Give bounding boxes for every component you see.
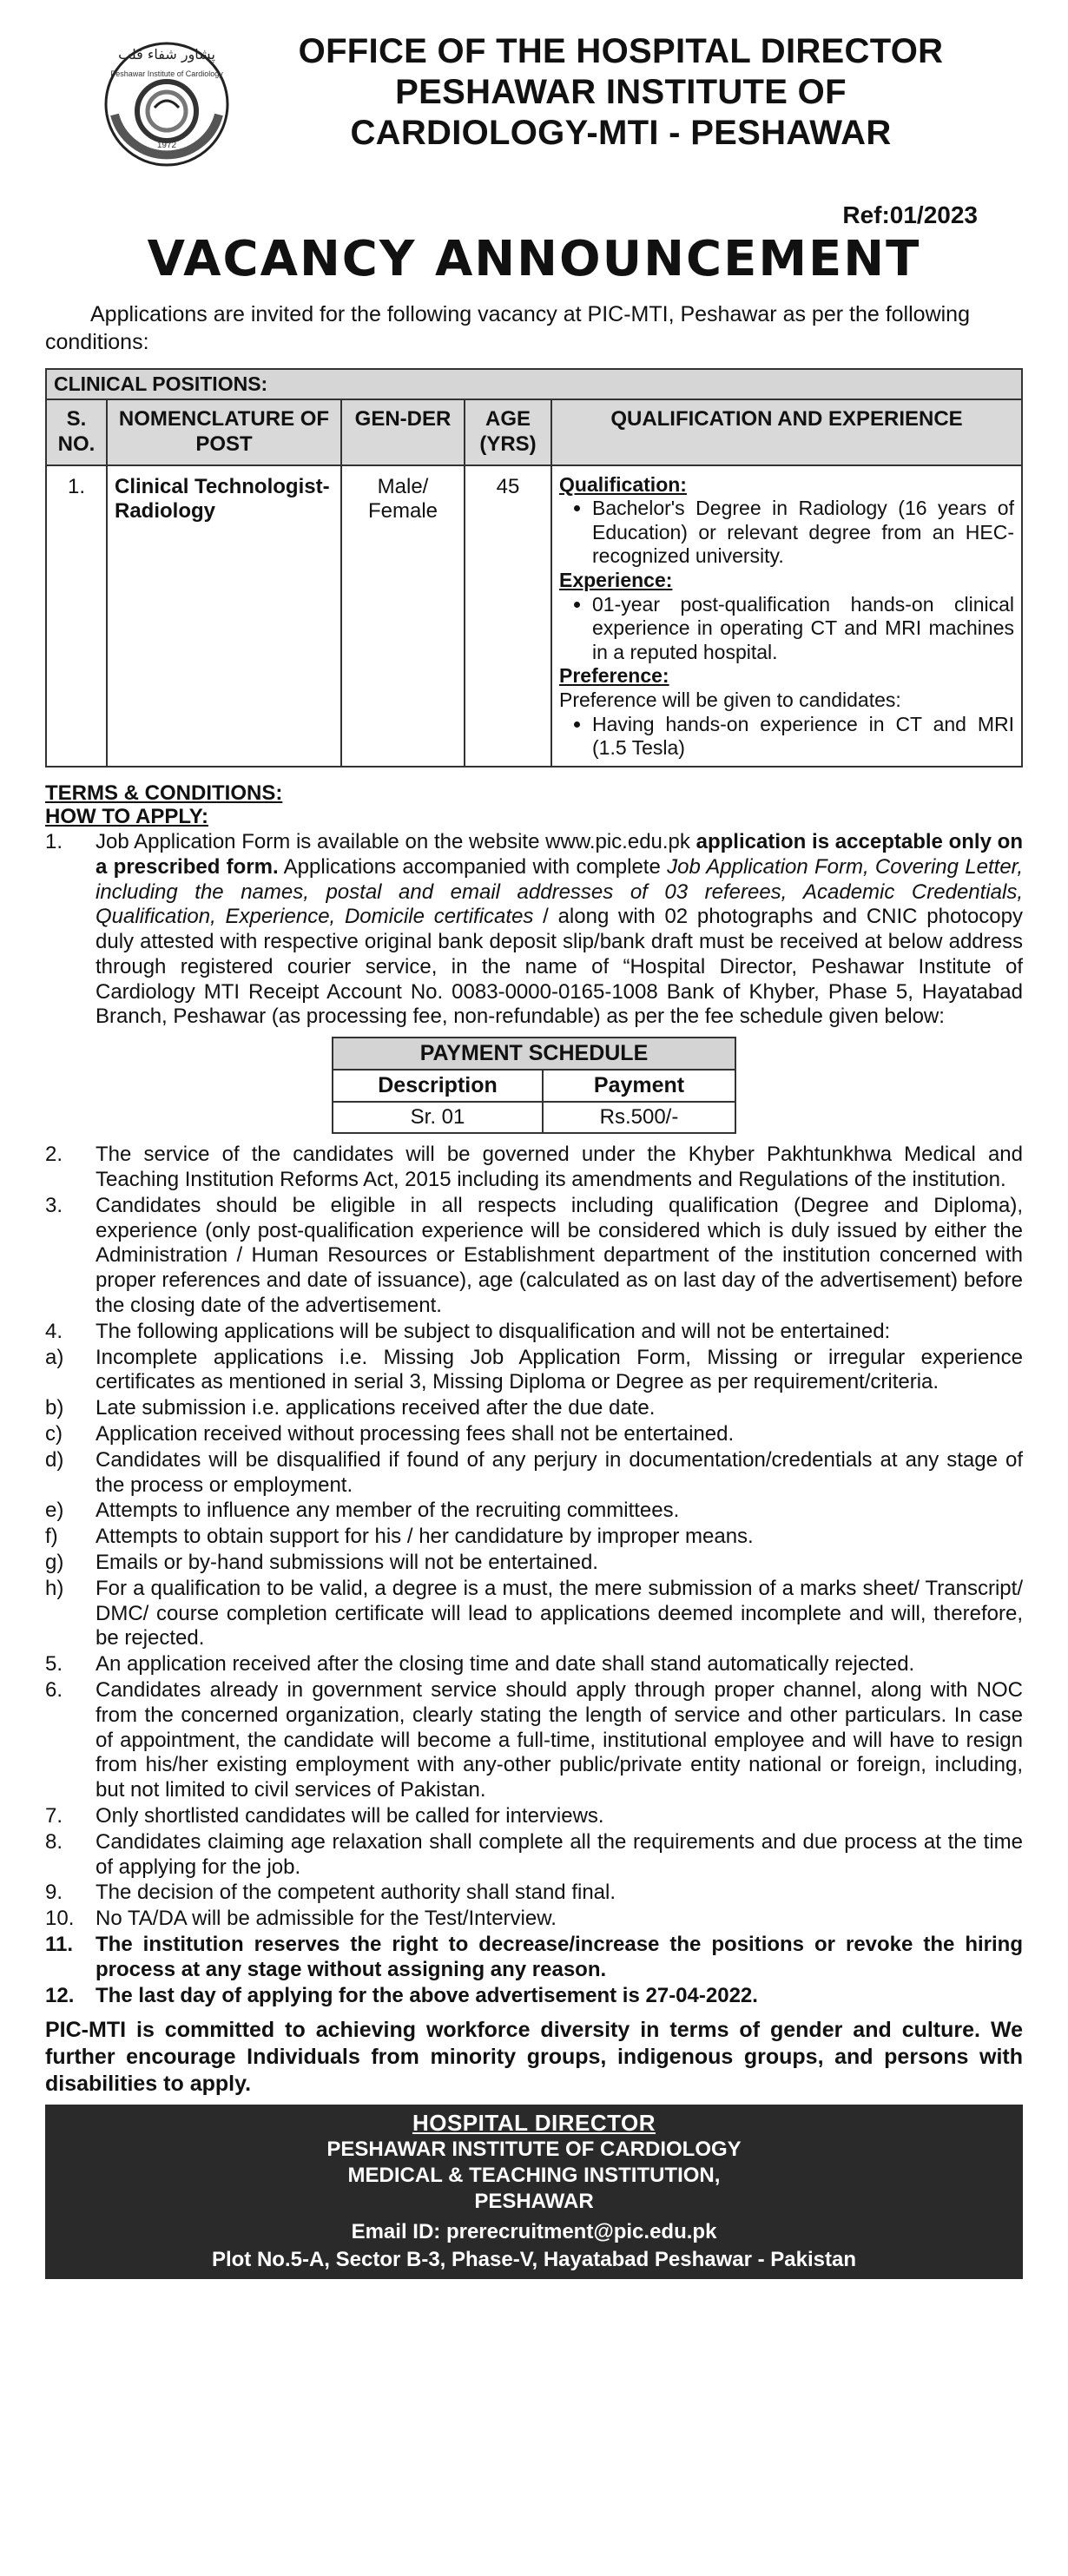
clause-number: 8. [45,1829,63,1854]
col-post: NOMENCLATURE OF POST [107,399,341,465]
clause-text: Application received without processing fees shall not be entertained. [96,1422,735,1446]
row-sno: 1. [46,465,107,767]
heading-line-1: OFFICE OF THE HOSPITAL DIRECTOR [298,32,944,70]
clause-5 [45,1652,1023,1677]
col-gender: GEN-DER [341,399,465,465]
col-age: AGE (YRS) [465,399,551,465]
payment-title: PAYMENT SCHEDULE [333,1038,735,1070]
clause-text: The service of the candidates will be governed under the Khyber Pakhtunkhwa Medical and Teaching Institution Reforms Act, 2015 including its amendments and Regulations of the institution. [96,1143,1023,1192]
clause-1-part-b: application is acceptable only on a prescribed form. [96,829,1023,879]
clause-text: Candidates claiming age relaxation shall complete all the requirements and due process at the time of applying for the job. [96,1829,1023,1879]
clause-number: a) [45,1345,64,1369]
payment-schedule-table [332,1037,736,1134]
clause-number: e) [45,1499,64,1523]
section-row [46,369,1022,399]
pic-logo [97,35,236,174]
clause-text [96,830,1023,1030]
experience-item: • 01-year post-qualification hands-on clinical experience in operating CT and MRI machines in a reputed hospital. [592,593,1014,665]
col-sno: S. NO. [46,399,107,465]
clause-4d [45,1448,1023,1499]
heading-line-3: CARDIOLOGY-MTI - PESHAWAR [350,113,892,152]
clause-1 [45,830,1023,1030]
footer-org-line-2: MEDICAL & TEACHING INSTITUTION, [347,2164,721,2188]
table-header-row [46,399,1022,465]
clause-7 [45,1804,1023,1829]
contact-footer [45,2105,1023,2279]
clause-number: 1. [45,829,63,853]
footer-org-line-1: PESHAWAR INSTITUTE OF CARDIOLOGY [326,2138,742,2162]
how-to-apply-heading: HOW TO APPLY: [45,805,209,829]
clause-1-part-c: Applications accompanied with complete [278,854,668,879]
clause-number: 11. [45,1932,74,1956]
experience-heading: Experience: [559,568,673,591]
row-gender: Male/ Female [341,465,465,767]
row-age: 45 [465,465,551,767]
clause-4b [45,1396,1023,1421]
clause-text: Incomplete applications i.e. Missing Job Application Form, Missing or irregular experience certificates as mentioned in serial 3, Missing Diploma or Degree as per requirement/criteria. [96,1345,1023,1394]
footer-email: Email ID: prerecruitment@pic.edu.pk [351,2220,717,2244]
clause-text: The last day of applying for the above advertisement is 27-04-2022. [96,1983,758,2007]
qualification-item: • Bachelor's Degree in Radiology (16 years of Education) or relevant degree from an HEC-recognized university. [592,497,1014,569]
heading-line-2: PESHAWAR INSTITUTE OF [395,72,847,111]
clause-text: No TA/DA will be admissible for the Test/Interview. [96,1907,557,1931]
intro-paragraph: Applications are invited for the following vacancy at PIC-MTI, Peshawar as per the following conditions: [45,302,970,354]
preference-heading: Preference: [559,664,669,688]
clause-11 [45,1933,1023,1983]
clause-number: 7. [45,1804,63,1828]
clause-9 [45,1881,1023,1906]
clause-text: Candidates should be eligible in all respects including qualification (Degree and Diploma), experience (only post-qualification experience will be considered which is duly issued by either the Administration / Human Resources or Establishment department of the institution concerned with proper references and date of issuance), age (calculated as on last day of the advertisement) before the closing date of the advertisement. [96,1193,1023,1318]
clause-1-part-d: Job Application Form, Covering Letter, including the names, postal and email addresses of 03 referees, Academic Credentials, Qualification, Experience, Domicile certificates [96,854,1024,929]
terms-heading: TERMS & CONDITIONS: [45,781,283,805]
clause-number: 12. [45,1983,75,2007]
clause-number: h) [45,1576,64,1600]
office-heading [254,31,988,153]
page-title: VACANCY ANNOUNCEMENT [147,231,921,287]
payment-col-payment: Payment [543,1070,735,1102]
clause-12 [45,1984,1023,2009]
clause-text: Attempts to obtain support for his / her candidature by improper means. [96,1525,754,1549]
clause-4e [45,1499,1023,1524]
clause-text: The following applications will be subject to disqualification and will not be entertained: [96,1319,891,1343]
clause-number: b) [45,1396,64,1420]
clause-number: 2. [45,1143,63,1167]
clause-number: g) [45,1551,64,1575]
clause-text: Late submission i.e. applications received after the due date. [96,1396,656,1420]
clause-number: 3. [45,1193,63,1217]
row-qualification [551,465,1022,767]
payment-col-description: Description [333,1070,543,1102]
clause-text: The institution reserves the right to decrease/increase the positions or revoke the hiring process at any stage without assigning any reason. [96,1932,1023,1981]
clause-6 [45,1678,1023,1803]
clause-2 [45,1143,1023,1193]
clause-number: 5. [45,1652,63,1677]
clause-number: c) [45,1422,63,1446]
clause-number: 9. [45,1881,63,1905]
clause-1-part-a: Job Application Form is available on the website www.pic.edu.pk [96,829,696,853]
clause-text: The decision of the competent authority shall stand final. [96,1881,616,1905]
positions-table [45,368,1023,768]
reference-number: Ref:01/2023 [842,201,978,228]
preference-item: • Having hands-on experience in CT and MRI (1.5 Tesla) [592,713,1014,761]
clause-3 [45,1194,1023,1319]
clause-4h [45,1577,1023,1651]
table-row [46,465,1022,767]
clause-10 [45,1907,1023,1932]
diversity-statement: PIC-MTI is committed to achieving workforce diversity in terms of gender and culture. We further encourage Individuals from minority groups, indigenous groups, and persons with disabilities to apply. [45,2018,1023,2097]
footer-org-line-3: PESHAWAR [474,2190,594,2214]
clause-number: d) [45,1447,64,1472]
row-post: Clinical Technologist-Radiology [107,465,341,767]
payment-desc: Sr. 01 [333,1102,543,1133]
logo-year: 1972 [156,141,177,150]
clause-number: 6. [45,1678,63,1703]
clause-text: Candidates already in government service should apply through proper channel, along with NOC from the concerned organization, clearly stating the length of service and other particulars. In case of appointment, the candidate will become a full-time, institutional employee and will have to resign from his/her existing employment with any-other public/private entity national or foreign, including, but not limited to civil services of Pakistan. [96,1678,1023,1802]
col-qualification: QUALIFICATION AND EXPERIENCE [551,399,1022,465]
preference-text: Preference will be given to candidates: [559,688,901,711]
clause-4f [45,1525,1023,1550]
table-row [333,1102,735,1133]
clause-number: 10. [45,1907,75,1931]
clause-number: f) [45,1525,58,1549]
section-label: CLINICAL POSITIONS: [46,369,1022,399]
clause-4a [45,1346,1023,1396]
footer-title: HOSPITAL DIRECTOR [412,2110,656,2137]
clause-4 [45,1320,1023,1345]
clause-1-part-e: / along with 02 photographs and CNIC photocopy duly attested with respective original bank deposit slip/bank draft must be received at below address through registered courier service, in the name of “Hospital Director, Peshawar Institute of Cardiology MTI Receipt Account No. 0083-0000-0165-1008 Bank of Khyber, Phase 5, Hayatabad Branch, Peshawar (as processing fee, non-refundable) as per the fee schedule given below: [96,905,1024,1029]
clause-text: Emails or by-hand submissions will not be entertained. [96,1551,598,1575]
qualification-heading: Qualification: [559,472,687,496]
footer-address: Plot No.5-A, Sector B-3, Phase-V, Hayatabad Peshawar - Pakistan [211,2248,857,2272]
clause-text: For a qualification to be valid, a degree is a must, the mere submission of a marks sheet/ Transcript/ DMC/ course completion certificate will lead to applications deemed incomplete and will, therefore, be rejected. [96,1576,1023,1650]
clause-4g [45,1551,1023,1576]
letterhead [45,0,1023,228]
logo-urdu-text: پشاور شفاء قلب [118,46,215,63]
logo-subtext: Peshawar Institute of Cardiology [110,69,223,78]
clause-text: An application received after the closing time and date shall stand automatically rejected. [96,1652,915,1677]
clause-text: Attempts to influence any member of the recruiting committees. [96,1499,680,1523]
clause-number: 4. [45,1319,63,1343]
clause-4c [45,1422,1023,1447]
clause-8 [45,1830,1023,1881]
clause-text: Candidates will be disqualified if found of any perjury in documentation/credentials at any stage of the process or employment. [96,1447,1023,1497]
clause-text: Only shortlisted candidates will be called for interviews. [96,1804,604,1828]
payment-amount: Rs.500/- [543,1102,735,1133]
